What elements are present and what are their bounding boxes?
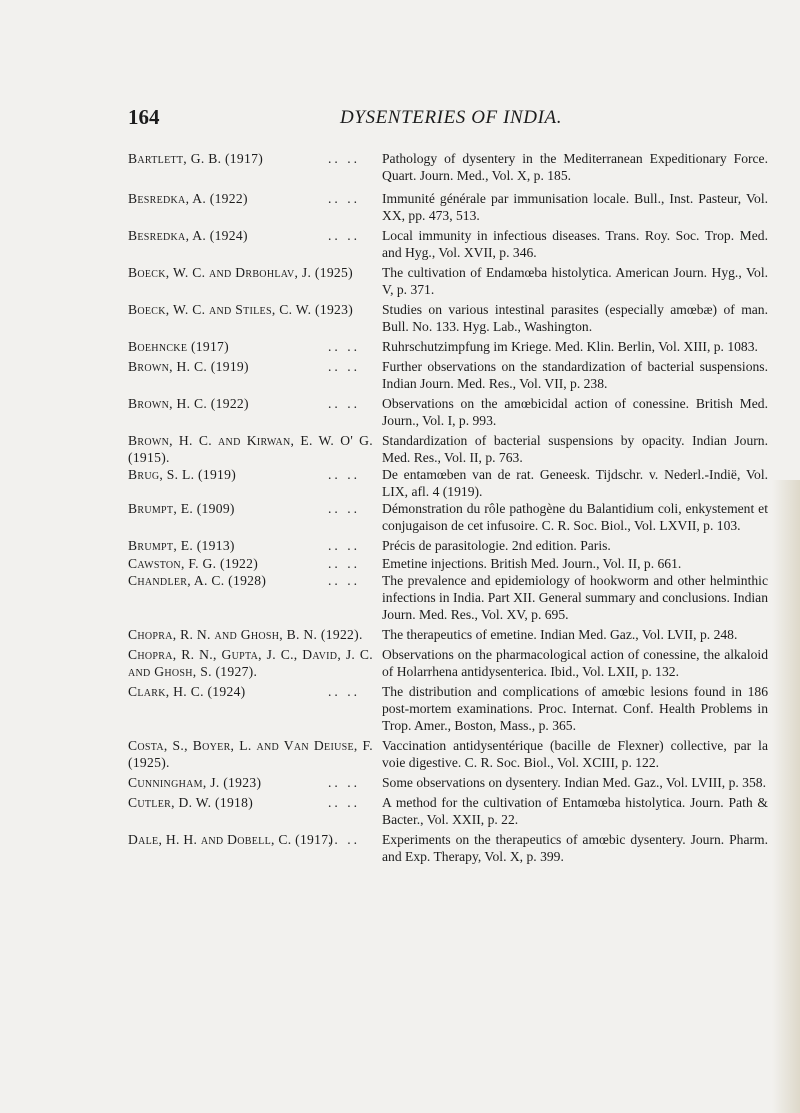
entry-citation: A method for the cultivation of Entamœba histolytica. Journ. Path & Bacter., Vol. XXII, p. 22. (382, 795, 768, 827)
entry-author (128, 626, 373, 643)
bibliography-entry (128, 646, 768, 680)
entry-author (128, 555, 373, 572)
bibliography-entry (128, 794, 768, 828)
bibliography-entry (128, 358, 768, 392)
leader-dots: .. .. (328, 396, 360, 411)
bibliography-entry (128, 264, 768, 298)
entry-citation: Observations on the amœbicidal action of conessine. British Med. Journ., Vol. I, p. 993. (382, 396, 768, 428)
entry-author (128, 301, 373, 318)
bibliography-list (128, 150, 768, 865)
entry-citation: Local immunity in infectious diseases. Trans. Roy. Soc. Trop. Med. and Hyg., Vol. XVII, p. 346. (382, 228, 768, 260)
entry-author (128, 774, 373, 791)
bibliography-entry (128, 774, 768, 791)
entry-author-text: Cawston, F. G. (1922) (128, 556, 259, 571)
entry-citation: The therapeutics of emetine. Indian Med. Gaz., Vol. LVII, p. 248. (382, 627, 738, 642)
entry-author (128, 227, 373, 244)
bibliography-entry (128, 190, 768, 224)
bibliography-entry (128, 395, 768, 429)
entry-author (128, 537, 373, 554)
entry-author-text: Chandler, A. C. (1928) (128, 573, 267, 588)
entry-author-text: Brown, H. C. and Kirwan, E. W. O' G. (1915). (128, 433, 373, 465)
running-title: DYSENTERIES OF INDIA. (340, 107, 563, 128)
entry-author (128, 432, 373, 466)
entry-author-text: Chopra, R. N. and Ghosh, B. N. (1922). (128, 627, 363, 642)
entry-citation: Studies on various intestinal parasites (especially amœbæ) of man. Bull. No. 133. Hyg. Lab., Washington. (382, 302, 768, 334)
bibliography-entry (128, 227, 768, 261)
entry-citation: Ruhrschutzimpfung im Kriege. Med. Klin. Berlin, Vol. XIII, p. 1083. (382, 339, 758, 354)
entry-author-text: Brown, H. C. (1922) (128, 396, 249, 411)
leader-dots: .. .. (328, 359, 360, 374)
entry-author-text: Bartlett, G. B. (1917) (128, 151, 264, 166)
entry-citation: Précis de parasitologie. 2nd edition. Paris. (382, 538, 611, 553)
entry-author-text: Besredka, A. (1924) (128, 228, 248, 243)
entry-citation: Some observations on dysentery. Indian Med. Gaz., Vol. LVIII, p. 358. (382, 775, 766, 790)
entry-author-text: Dale, H. H. and Dobell, C. (1917) (128, 832, 334, 847)
bibliography-entry (128, 466, 768, 500)
page-header (0, 105, 800, 141)
bibliography-entry (128, 831, 768, 865)
entry-author-text: Chopra, R. N., Gupta, J. C., David, J. C. and Ghosh, S. (1927). (128, 647, 373, 679)
entry-author (128, 831, 373, 848)
leader-dots: .. .. (328, 556, 360, 571)
entry-citation: Démonstration du rôle pathogène du Balantidium coli, enkystement et conjugaison de cet infusoire. C. R. Soc. Biol., Vol. LXVII, p. 103. (382, 501, 768, 533)
entry-author (128, 737, 373, 771)
bibliography-entry (128, 338, 768, 355)
entry-citation: Pathology of dysentery in the Mediterranean Expeditionary Force. Quart. Journ. Med., Vol. X, p. 185. (382, 151, 768, 183)
entry-citation: Experiments on the therapeutics of amœbic dysentery. Journ. Pharm. and Exp. Therapy, Vol. X, p. 399. (382, 832, 768, 864)
leader-dots: .. .. (328, 339, 360, 354)
entry-citation: Emetine injections. British Med. Journ., Vol. II, p. 661. (382, 556, 682, 571)
entry-citation: De entamœben van de rat. Geneesk. Tijdschr. v. Nederl.-Indië, Vol. LIX, afl. 4 (1919). (382, 467, 768, 499)
bibliography-entry (128, 737, 768, 771)
entry-author (128, 572, 373, 589)
leader-dots: .. .. (328, 228, 360, 243)
entry-citation: Observations on the pharmacological action of conessine, the alkaloid of Holarrhena antidysenterica. Ibid., Vol. LXII, p. 132. (382, 647, 768, 679)
entry-citation: The distribution and complications of amœbic lesions found in 186 post-mortem examinations. Proc. Internat. Conf. Health Problems in Trop. Amer., Boston, Mass., p. 365. (382, 684, 768, 733)
bibliography-entry (128, 683, 768, 734)
entry-author (128, 264, 373, 281)
entry-author (128, 683, 373, 700)
leader-dots: .. .. (328, 191, 360, 206)
leader-dots: .. .. (328, 684, 360, 699)
entry-author (128, 395, 373, 412)
entry-author (128, 466, 373, 483)
page-edge-shadow (772, 480, 800, 1113)
bibliography-entry (128, 572, 768, 623)
bibliography-entry (128, 432, 768, 466)
leader-dots: .. .. (328, 501, 360, 516)
entry-author-text: Cunningham, J. (1923) (128, 775, 262, 790)
entry-citation: Immunité générale par immunisation locale. Bull., Inst. Pasteur, Vol. XX, pp. 473, 513. (382, 191, 768, 223)
entry-author-text: Costa, S., Boyer, L. and Van Deiuse, F. (1925). (128, 738, 373, 770)
entry-author-text: Cutler, D. W. (1918) (128, 795, 254, 810)
page-number: 164 (128, 105, 160, 129)
entry-author-text: Brug, S. L. (1919) (128, 467, 237, 482)
entry-author-text: Brown, H. C. (1919) (128, 359, 249, 374)
leader-dots: .. .. (328, 832, 360, 847)
entry-author (128, 500, 373, 517)
bibliography-entry (128, 537, 768, 554)
entry-author (128, 646, 373, 680)
entry-citation: Standardization of bacterial suspensions by opacity. Indian Journ. Med. Res., Vol. II, p. 763. (382, 433, 768, 465)
leader-dots: .. .. (328, 467, 360, 482)
entry-author-text: Boehncke (1917) (128, 339, 229, 354)
leader-dots: .. .. (328, 775, 360, 790)
entry-author-text: Boeck, W. C. and Drbohlav, J. (1925) (128, 265, 353, 280)
leader-dots: .. .. (328, 151, 360, 166)
bibliography-entry (128, 555, 768, 572)
entry-author (128, 150, 373, 167)
bibliography-entry (128, 301, 768, 335)
entry-author-text: Besredka, A. (1922) (128, 191, 248, 206)
entry-author (128, 190, 373, 207)
leader-dots: .. .. (328, 795, 360, 810)
bibliography-entry (128, 626, 768, 643)
leader-dots: .. .. (328, 538, 360, 553)
entry-citation: The prevalence and epidemiology of hookworm and other helminthic infections in India. Part XII. General summary and conclusions. Indian Journ. Med. Res., Vol. XV, p. 695. (382, 573, 768, 622)
bibliography-entry (128, 500, 768, 534)
entry-author-text: Brumpt, E. (1913) (128, 538, 235, 553)
entry-citation: The cultivation of Endamœba histolytica. American Journ. Hyg., Vol. V, p. 371. (382, 265, 768, 297)
entry-citation: Vaccination antidysentérique (bacille de Flexner) collective, par la voie digestive. C. R. Soc. Biol., Vol. XCIII, p. 122. (382, 738, 768, 770)
leader-dots: .. .. (328, 573, 360, 588)
entry-author (128, 358, 373, 375)
entry-author-text: Boeck, W. C. and Stiles, C. W. (1923) (128, 302, 354, 317)
bibliography-entry (128, 150, 768, 184)
entry-citation: Further observations on the standardization of bacterial suspensions. Indian Journ. Med. Res., Vol. VII, p. 238. (382, 359, 768, 391)
entry-author (128, 338, 373, 355)
entry-author-text: Clark, H. C. (1924) (128, 684, 246, 699)
entry-author-text: Brumpt, E. (1909) (128, 501, 235, 516)
entry-author (128, 794, 373, 811)
